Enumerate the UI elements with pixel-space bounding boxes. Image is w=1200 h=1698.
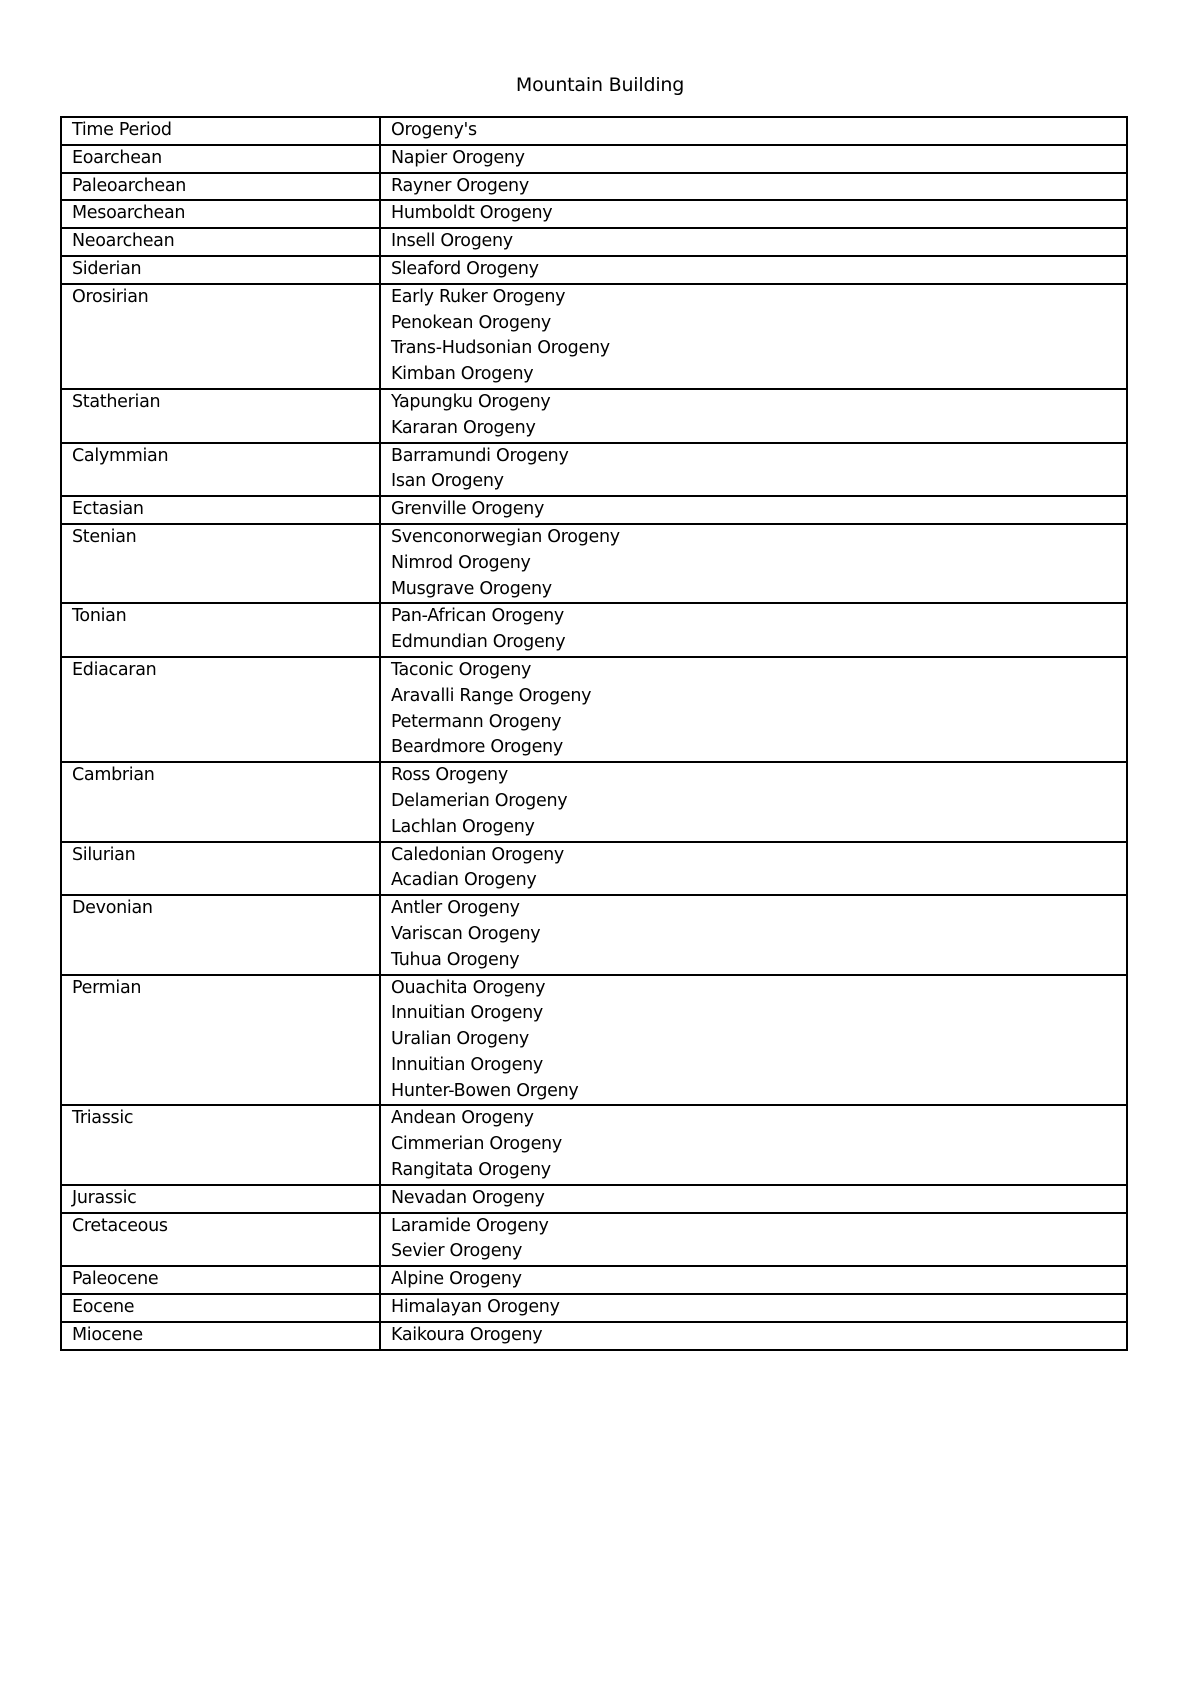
time-period-cell: Stenian — [61, 524, 380, 603]
time-period-cell: Permian — [61, 975, 380, 1106]
orogeny-name: Himalayan Orogeny — [391, 1297, 560, 1318]
time-period-cell: Neoarchean — [61, 228, 380, 256]
orogeny-name: Kaikoura Orogeny — [391, 1324, 543, 1345]
table-row — [61, 496, 1127, 524]
orogeny-name: Rangitata Orogeny — [391, 1160, 551, 1181]
time-period-cell: Silurian — [61, 842, 380, 896]
orogeny-name: Rayner Orogeny — [391, 175, 529, 196]
orogeny-name: Delamerian Orogeny — [391, 790, 568, 811]
table-row — [61, 842, 1127, 896]
orogenies-cell — [380, 389, 1127, 443]
orogeny-name: Innuitian Orogeny — [391, 1003, 543, 1024]
orogenies-cell — [380, 524, 1127, 603]
table-row — [61, 657, 1127, 762]
orogenies-cell — [380, 256, 1127, 284]
column-header-time-period: Time Period — [61, 117, 380, 145]
time-period-cell: Ediacaran — [61, 657, 380, 762]
column-header-orogenies: Orogeny's — [380, 117, 1127, 145]
table-body — [61, 145, 1127, 1350]
orogeny-name: Pan-African Orogeny — [391, 606, 564, 627]
time-period-cell: Orosirian — [61, 284, 380, 389]
orogeny-name: Variscan Orogeny — [391, 923, 541, 944]
orogeny-name: Andean Orogeny — [391, 1108, 534, 1129]
orogeny-name: Svenconorwegian Orogeny — [391, 526, 620, 547]
orogenies-cell — [380, 657, 1127, 762]
time-period-cell: Devonian — [61, 895, 380, 974]
time-period-cell: Mesoarchean — [61, 200, 380, 228]
page-title: Mountain Building — [515, 74, 685, 96]
orogeny-name: Caledonian Orogeny — [391, 844, 564, 865]
table-row — [61, 603, 1127, 657]
time-period-cell: Ectasian — [61, 496, 380, 524]
table-row — [61, 524, 1127, 603]
table-row — [61, 284, 1127, 389]
orogeny-name: Taconic Orogeny — [391, 659, 532, 680]
orogeny-name: Early Ruker Orogeny — [391, 286, 566, 307]
orogenies-cell — [380, 496, 1127, 524]
time-period-cell: Siderian — [61, 256, 380, 284]
orogeny-name: Yapungku Orogeny — [391, 391, 551, 412]
table-row — [61, 1105, 1127, 1184]
time-period-cell: Eoarchean — [61, 145, 380, 173]
orogenies-cell — [380, 762, 1127, 841]
orogeny-table — [60, 116, 1128, 1351]
orogeny-name: Kimban Orogeny — [391, 364, 534, 385]
orogeny-name: Petermann Orogeny — [391, 711, 562, 732]
orogeny-name: Insell Orogeny — [391, 231, 513, 252]
orogenies-cell — [380, 284, 1127, 389]
time-period-cell: Jurassic — [61, 1185, 380, 1213]
table-row — [61, 1266, 1127, 1294]
table-row — [61, 762, 1127, 841]
table-row — [61, 256, 1127, 284]
orogeny-name: Acadian Orogeny — [391, 870, 537, 891]
table-row — [61, 975, 1127, 1106]
time-period-cell: Statherian — [61, 389, 380, 443]
orogenies-cell — [380, 173, 1127, 201]
orogenies-cell — [380, 1105, 1127, 1184]
time-period-cell: Eocene — [61, 1294, 380, 1322]
orogeny-name: Aravalli Range Orogeny — [391, 685, 592, 706]
table-row — [61, 1213, 1127, 1267]
time-period-cell: Miocene — [61, 1322, 380, 1350]
orogeny-name: Napier Orogeny — [391, 147, 525, 168]
time-period-cell: Calymmian — [61, 443, 380, 497]
orogenies-cell — [380, 1266, 1127, 1294]
orogeny-name: Innuitian Orogeny — [391, 1054, 543, 1075]
orogeny-name: Edmundian Orogeny — [391, 632, 566, 653]
orogeny-name: Tuhua Orogeny — [391, 949, 520, 970]
orogeny-name: Lachlan Orogeny — [391, 816, 535, 837]
table-row — [61, 200, 1127, 228]
orogenies-cell — [380, 1213, 1127, 1267]
orogeny-name: Sleaford Orogeny — [391, 258, 539, 279]
orogeny-name: Ouachita Orogeny — [391, 977, 546, 998]
table-row — [61, 895, 1127, 974]
time-period-cell: Triassic — [61, 1105, 380, 1184]
orogeny-name: Musgrave Orogeny — [391, 578, 552, 599]
orogenies-cell — [380, 228, 1127, 256]
orogenies-cell — [380, 842, 1127, 896]
time-period-cell: Tonian — [61, 603, 380, 657]
table-row — [61, 173, 1127, 201]
time-period-cell: Paleoarchean — [61, 173, 380, 201]
orogeny-name: Cimmerian Orogeny — [391, 1134, 562, 1155]
orogeny-name: Nimrod Orogeny — [391, 552, 531, 573]
time-period-cell: Cambrian — [61, 762, 380, 841]
orogeny-name: Uralian Orogeny — [391, 1029, 529, 1050]
table-header-row — [61, 117, 1127, 145]
orogeny-name: Humboldt Orogeny — [391, 203, 553, 224]
orogeny-name: Grenville Orogeny — [391, 499, 545, 520]
table-row — [61, 389, 1127, 443]
table-row — [61, 228, 1127, 256]
table-row — [61, 1294, 1127, 1322]
time-period-cell: Paleocene — [61, 1266, 380, 1294]
orogeny-name: Trans-Hudsonian Orogeny — [391, 338, 610, 359]
orogeny-name: Barramundi Orogeny — [391, 445, 569, 466]
orogeny-name: Isan Orogeny — [391, 471, 504, 492]
orogenies-cell — [380, 603, 1127, 657]
orogeny-name: Penokean Orogeny — [391, 312, 551, 333]
orogeny-name: Kararan Orogeny — [391, 417, 536, 438]
orogenies-cell — [380, 1185, 1127, 1213]
time-period-cell: Cretaceous — [61, 1213, 380, 1267]
orogeny-name: Antler Orogeny — [391, 898, 520, 919]
table-row — [61, 443, 1127, 497]
orogenies-cell — [380, 1294, 1127, 1322]
orogenies-cell — [380, 1322, 1127, 1350]
orogenies-cell — [380, 145, 1127, 173]
orogeny-name: Ross Orogeny — [391, 765, 508, 786]
table-row — [61, 1322, 1127, 1350]
orogenies-cell — [380, 200, 1127, 228]
orogeny-name: Alpine Orogeny — [391, 1269, 522, 1290]
table-row — [61, 1185, 1127, 1213]
orogeny-name: Sevier Orogeny — [391, 1241, 523, 1262]
orogenies-cell — [380, 895, 1127, 974]
orogeny-name: Beardmore Orogeny — [391, 737, 563, 758]
orogenies-cell — [380, 975, 1127, 1106]
orogeny-name: Laramide Orogeny — [391, 1215, 549, 1236]
orogenies-cell — [380, 443, 1127, 497]
orogeny-name: Nevadan Orogeny — [391, 1187, 545, 1208]
orogeny-name: Hunter-Bowen Orgeny — [391, 1080, 579, 1101]
table-row — [61, 145, 1127, 173]
